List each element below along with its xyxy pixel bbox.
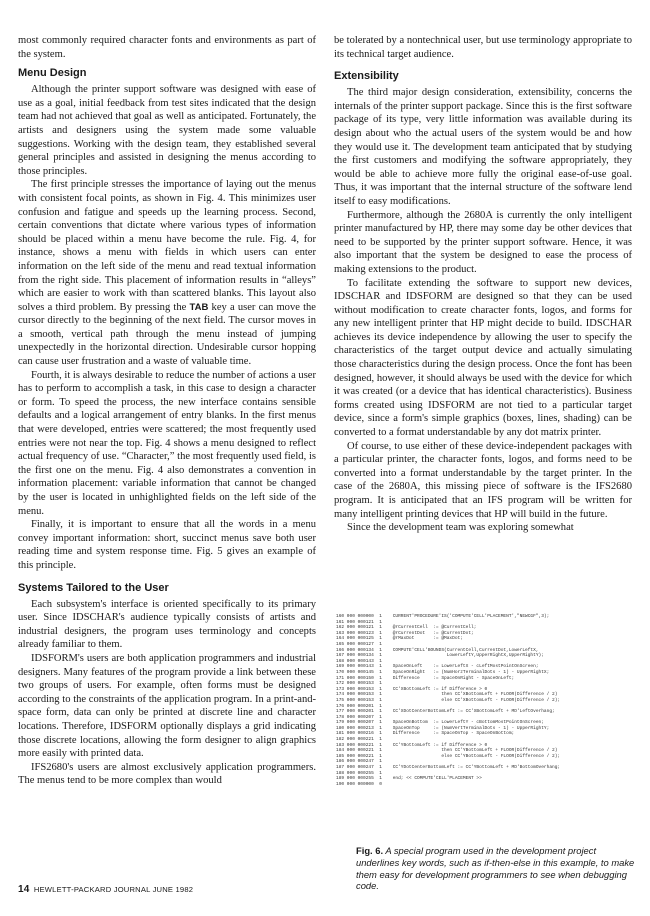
paragraph-text: The first principle stresses the importance of laying out the menus with consistent focal points, as shown in Fig. 4. This minimizes user confusion and fatigue and speeds up the learning process. Second, certain conventions that dictate where various types of information should be placed within a menu have become the rule. Fig. 4, for instance, shows a menu with fields in which users can enter information on the left side of the menu and read textual information from the right side. This placement of information results in “alleys” which are easier to work with than scattered blanks. This layout also solves a third problem. By pressing the [18, 179, 316, 313]
paragraph: Each subsystem's interface is oriented specifically to its primary user. Since IDSCHAR's audience typically consists of artists and industrial designers, the program uses terminology and concepts already familiar to them. [18, 598, 316, 651]
code-line: 179 000 000207 1 SpaceOnBottom := LowerLeftY - cBottomMostPointOnScreen; [336, 720, 544, 726]
journal-name: HEWLETT-PACKARD JOURNAL JUNE 1982 [33, 885, 194, 894]
paragraph: Since the development team was exploring somewhat [347, 522, 574, 534]
paragraph: The third major design consideration, extensibility, concerns the internals of the printer support package. Since this is the first software package of its type, very little information was available during its design about who the actual users of the system would be and how they would use it. The development team anticipated that by studying the first customers and modifying the software appropriately, they would be able to achieve more fully the original ease-of-use goal. Thus, it was important that the internal structure of the software lend itself to easy modifications. [334, 87, 632, 207]
tab-key-label: TAB [189, 301, 209, 313]
section-heading-menu-design: Menu Design [18, 67, 87, 80]
paragraph: Finally, it is important to ensure that all the words in a menu convey important information: short, succinct menus save both user reading time and system response time. Fig. 5 gives an example of this principle. [18, 519, 316, 571]
section-heading-extensibility: Extensibility [334, 70, 399, 83]
code-line: 190 000 000000 0 [336, 781, 382, 787]
paragraph: Furthermore, although the 2680A is currently the only intelligent printer manufactured by HP, there may some day be other devices that need to be supported by the printer support software. Hence, it was also important that the system be designed to ease the process of making extensions to the product. [334, 209, 632, 275]
code-line: 166 000 000134 1 COMPUTE'CELL'BOUNDS(CurrentCell,CurrentDot,LowerLeftX, [336, 647, 539, 653]
code-listing-figure [336, 614, 636, 787]
figure-caption [356, 845, 636, 892]
right-column [334, 34, 632, 535]
code-line: 164 000 000125 1 @rMaxDot := @MaxDot; [336, 636, 463, 642]
code-line: 176 000 000201 1 [336, 703, 382, 709]
code-line: 173 000 000153 1 CC'XBottomLeft := if Difference > 0 [336, 686, 488, 692]
figure-label: Fig. 6. [356, 845, 384, 856]
code-line: 175 000 000153 1 else CC'XBottomLeft - FLOOR(Difference / 2); [336, 697, 561, 703]
code-line: 185 000 000221 1 else CC'YBottomLeft - FLOOR(Difference / 2); [336, 753, 561, 759]
code-line: 177 000 000201 1 CC'XDotCenterBottomLeft := CC'XBottomLeft + MD'LeftOverhang; [336, 709, 555, 715]
intro-paragraph: most commonly required character fonts and environments as part of the system. [18, 35, 316, 60]
code-line: 181 000 000216 1 Difference := SpaceOnTop - SpaceOnBottom; [336, 731, 515, 737]
code-line: 174 000 000153 1 then CC'XBottomLeft + FLOOR(Difference / 2) [336, 692, 558, 698]
paragraph: IDSFORM's users are both application programmers and industrial designers. Many features of the program provide a link between these two groups of users. For example, often forms must be designed according to the constraints of the application program. In a print-and-space form, data can only be printed at discrete line and character locations. Therefore, IDSFORM optionally displays a grid indicating those discrete locations, allowing the form designer to align graphics more easily with printed data. [18, 652, 316, 760]
code-line: 163 000 000123 1 @rCurrentDot := @CurrentDot; [336, 630, 474, 636]
code-line: 188 000 000255 1 [336, 770, 382, 776]
code-line: 168 000 000143 1 [336, 658, 382, 664]
paragraph: IFS2680's users are almost exclusively application programmers. The menus tend to be more complex than would [18, 761, 316, 787]
code-line: 162 000 000121 1 @rCurrentCell := @CurrentCell; [336, 625, 477, 631]
paragraph: Of course, to use either of these device-independent packages with a particular printer, the character fonts, logos, and forms need to be converted into a format understandable by the target printer. In the case of the 2680A, this missing piece of software is the IFS2680 program. It is anticipated that an IFS program will be written for many intelligent printing devices that HP will build in the future. [334, 440, 632, 520]
figure-caption-text: A special program used in the development project underlines key words, such as if-then-else in this example, to make them easy for development programmers to see when debugging code. [356, 845, 635, 892]
intro-paragraph: be tolerated by a nontechnical user, but use terminology appropriate to its technical target audience. [334, 35, 632, 60]
code-line: 167 000 000134 1 LowerLeftY,UpperRightX,UpperRightY); [336, 653, 544, 659]
code-line: 160 000 000000 1 CURRENT'PROCEDURE'IS('COMPUTE'CELL'PLACEMENT',"NEWCGF",3); [336, 614, 550, 619]
code-line: 165 000 000127 1 [336, 641, 382, 647]
page-footer [18, 884, 193, 895]
paragraph: Fourth, it is always desirable to reduce the number of actions a user has to perform to accomplish a task, in this case to design a character or form. To speed the process, the new interface contains sensible defaults and a logical arrangement of entry blanks. In the first menus that were developed, entries were scattered; the most frequently used entries were not near the top. Fig. 4 shows a menu designed to reflect actual frequency of use. “Character,” the most frequently used field, is the first one on the menu. Fig. 4 also demonstrates a convention in information placement: variable information that cannot be changed by the user is located in unhighlighted fields on the left side of the menu. [18, 369, 316, 517]
left-column [18, 34, 316, 788]
code-line: 180 000 000213 1 SpaceOnTop := (NumVertTerminalDots - 1) - UpperRightY; [336, 725, 550, 731]
paragraph [18, 178, 316, 368]
code-line: 161 000 000121 1 [336, 619, 382, 625]
paragraph: To facilitate extending the software to support new devices, IDSCHAR and IDSFORM are designed so that they can be used without modification to create character fonts, logos, and forms for any new intelligent printer that HP might decide to build. IDSCHAR achieves its device independence by allowing the user to specify the characteristics of the target output device and actually simulating those characteristics during the design process. Once the font has been designed, however, it should always be used with the device for which it was created (or a device that has identical characteristics). Business forms created using IDSFORM are not tied to a particular target device, since a form's simple graphics (boxes, lines, shading) can be converted to a format understandable by any dot matrix printer. [334, 277, 632, 439]
code-line: 183 000 000221 1 CC'YBottomLeft := if Difference > 0 [336, 742, 488, 748]
code-line: 182 000 000221 1 [336, 737, 382, 743]
code-line: 184 000 000221 1 then CC'YBottomLeft + FLOOR(Difference / 2) [336, 748, 558, 754]
paragraph-text: key a user can move the cursor directly to the beginning of the next field. The cursor moves in a smooth, vertical path through the menu instead of jumping unexpectedly in the horizontal direction. Undesirable cursor hopping can cause user frustration and a waste of valuable time. [18, 301, 316, 368]
code-line: 171 000 000150 1 Difference := SpaceOnRight - SpaceOnLeft; [336, 675, 515, 681]
code-line: 178 000 000207 1 [336, 714, 382, 720]
section-heading-systems-tailored: Systems Tailored to the User [18, 581, 169, 594]
code-line: 186 000 000247 1 [336, 759, 382, 765]
page-number: 14 [18, 884, 30, 895]
code-line: 189 000 000255 1 end; << COMPUTE'CELL'PLACEMENT >> [336, 776, 482, 782]
code-line: 187 000 000247 1 CC'YDotCenterBottomLeft := CC'YBottomLeft + MD'BottomOverhang; [336, 765, 561, 771]
code-line: 172 000 000153 1 [336, 681, 382, 687]
paragraph: Although the printer support software was designed with ease of use as a goal, initial feedback from test sites indicated that the design team had not achieved that goal as well as anticipated. Fortunately, the artists and designers using the system made some valuable suggestions. Working with the design team, they established several general principles and assisted in designing the menus according to those principles. [18, 84, 316, 177]
code-line: 170 000 000145 1 SpaceOnRight := (NumHorzTerminalDots - 1) - UpperRightX; [336, 669, 550, 675]
code-line: 169 000 000143 1 SpaceOnLeft := LowerLeftX - cLeftMostPointOnScreen; [336, 664, 539, 670]
